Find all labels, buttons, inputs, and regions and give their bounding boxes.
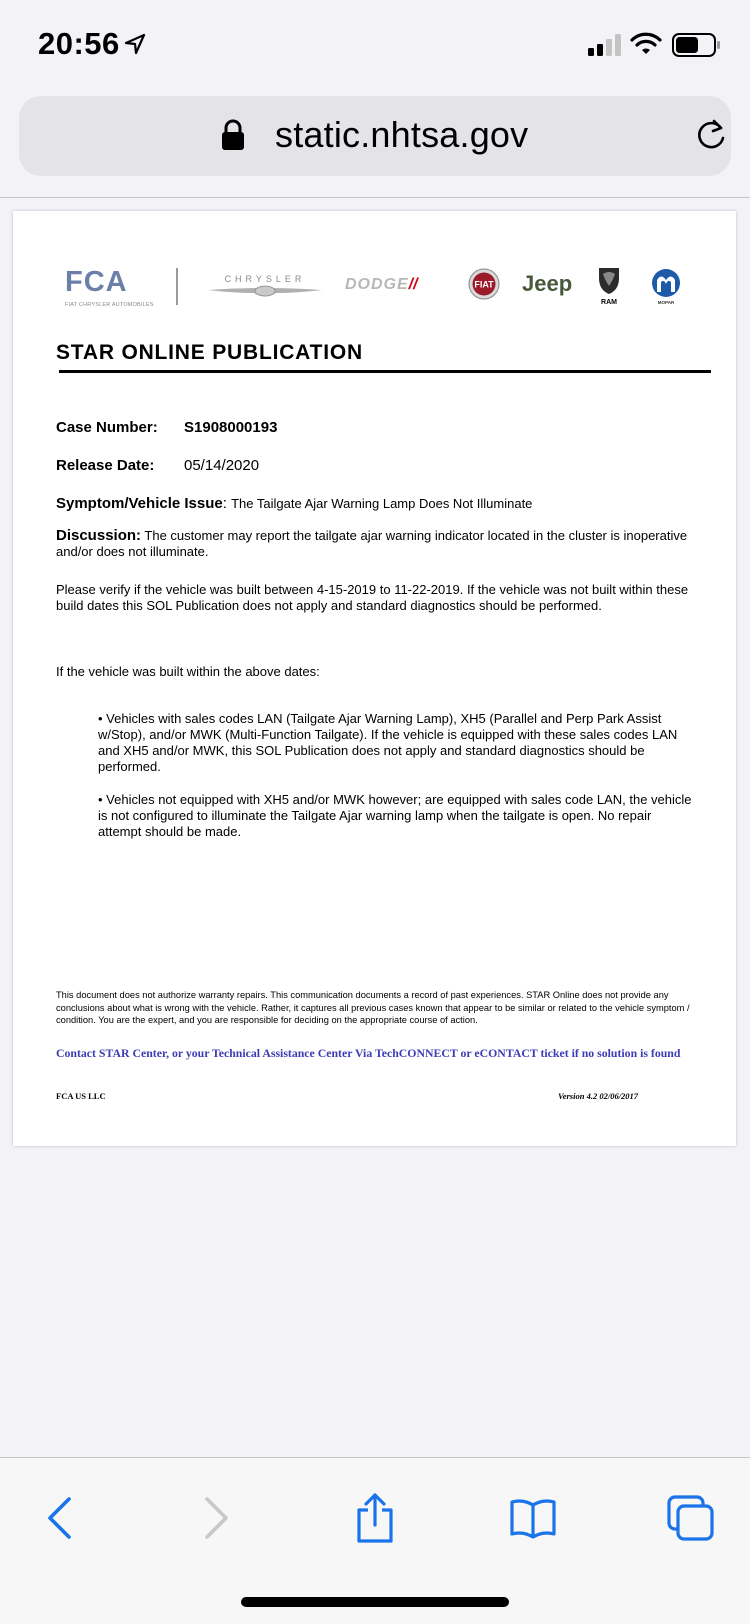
svg-text:RAM: RAM bbox=[601, 299, 617, 306]
symptom-label: Symptom/Vehicle Issue bbox=[56, 495, 223, 512]
svg-text:MOPAR: MOPAR bbox=[657, 300, 675, 305]
case-number-value: S1908000193 bbox=[184, 419, 278, 436]
version-text: Version 4.2 02/06/2017 bbox=[558, 1091, 639, 1101]
bookmarks-icon bbox=[509, 1497, 557, 1539]
logo-separator bbox=[176, 268, 178, 305]
forward-button[interactable] bbox=[186, 1488, 246, 1548]
url-bar[interactable] bbox=[19, 96, 731, 176]
ram-logo bbox=[596, 266, 622, 311]
back-chevron-icon bbox=[45, 1496, 75, 1540]
discussion-paragraph bbox=[56, 528, 696, 560]
pdf-page[interactable] bbox=[13, 211, 736, 1146]
toolbar-divider bbox=[0, 197, 750, 198]
jeep-logo: Jeep bbox=[522, 271, 573, 296]
bookmarks-button[interactable] bbox=[503, 1488, 563, 1548]
chrysler-logo: CHRYSLER bbox=[206, 274, 324, 305]
location-arrow-icon bbox=[124, 33, 146, 60]
tabs-icon bbox=[665, 1493, 715, 1543]
home-indicator[interactable] bbox=[241, 1597, 509, 1607]
fiat-logo bbox=[468, 268, 500, 305]
title-rule bbox=[59, 370, 711, 373]
back-button[interactable] bbox=[30, 1488, 90, 1548]
status-time: 20:56 bbox=[38, 26, 120, 61]
mopar-logo bbox=[650, 268, 682, 311]
contact-text: Contact STAR Center, or your Technical Assistance Center Via TechCONNECT or eCONTACT ticket if no solution is found bbox=[56, 1046, 681, 1060]
lock-icon bbox=[220, 119, 246, 156]
share-icon bbox=[353, 1492, 397, 1544]
symptom-value: The Tailgate Ajar Warning Lamp Does Not Illuminate bbox=[231, 496, 533, 511]
reload-icon[interactable] bbox=[695, 118, 729, 157]
dodge-logo: DODGE// bbox=[345, 276, 418, 293]
brand-logos bbox=[13, 211, 736, 321]
release-date-row bbox=[56, 457, 259, 474]
bullet-item: • Vehicles with sales codes LAN (Tailgate Ajar Warning Lamp), XH5 (Parallel and Perp Park Assist w/Stop), and/or MWK (Multi-Function Tailgate). If the vehicle is equipped with these sales codes LAN and XH5 and/or MWK, this SOL Publication does not apply and standard diagnostics should be performed. bbox=[98, 711, 678, 774]
disclaimer-text: This document does not authorize warranty repairs. This communication documents a record of past experiences. STAR Online does not provide any conclusions about what is wrong with the vehicle. Rather, it captures all previous cases known that appear to be similar or related to the vehicle symptom / condition. You are the expert, and you are responsible for deciding on the appropriate course of action. bbox=[56, 990, 690, 1025]
forward-chevron-icon bbox=[201, 1496, 231, 1540]
wifi-icon bbox=[630, 32, 662, 61]
release-date-label: Release Date: bbox=[56, 457, 155, 474]
cellular-signal-icon bbox=[588, 34, 624, 61]
svg-text:FIAT: FIAT bbox=[474, 279, 494, 290]
battery-icon bbox=[672, 33, 722, 62]
case-number-label: Case Number: bbox=[56, 419, 158, 436]
publication-title: STAR ONLINE PUBLICATION bbox=[56, 341, 363, 364]
symptom-row: Symptom/Vehicle Issue: The Tailgate Ajar Warning Lamp Does Not Illuminate bbox=[56, 495, 533, 512]
status-bar bbox=[0, 0, 750, 92]
built-paragraph: If the vehicle was built within the above dates: bbox=[56, 664, 320, 679]
case-number-row bbox=[56, 419, 277, 436]
fca-logo: FCA FIAT CHRYSLER AUTOMOBILES bbox=[65, 266, 154, 308]
verify-paragraph: Please verify if the vehicle was built between 4-15-2019 to 11-22-2019. If the vehicle was not built within these build dates this SOL Publication does not apply and standard diagnostics should be performed. bbox=[56, 582, 689, 613]
company-name: FCA US LLC bbox=[56, 1091, 106, 1101]
release-date-value: 05/14/2020 bbox=[184, 457, 260, 474]
discussion-label: Discussion: bbox=[56, 527, 142, 544]
discussion-text: The customer may report the tailgate ajar warning indicator located in the cluster is inoperative and/or does not illuminate. bbox=[56, 528, 688, 559]
bullet-item: • Vehicles not equipped with XH5 and/or MWK however; are equipped with sales code LAN, the vehicle is not configured to illuminate the Tailgate Ajar warning lamp when the tailgate is open. No repair attempt should be made. bbox=[98, 792, 692, 839]
share-button[interactable] bbox=[345, 1488, 405, 1548]
tabs-button[interactable] bbox=[660, 1488, 720, 1548]
url-text[interactable]: static.nhtsa.gov bbox=[275, 114, 529, 155]
